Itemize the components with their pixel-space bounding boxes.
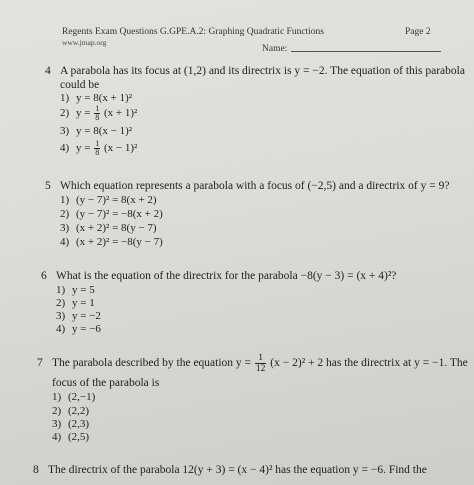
question-7-stem: The parabola described by the equation y = $\frac{1}{12}$ (x − 2)² + 2 has the directrix at y = −1. The <box>52 353 468 374</box>
question-5-option-4: 4) (x + 2)² = −8(y − 7) <box>60 236 163 248</box>
question-5-option-3: 3) (x + 2)² = 8(y − 7) <box>60 222 157 234</box>
question-6-option-4: 4) y = −6 <box>56 323 101 335</box>
question-6-stem: What is the equation of the directrix for the parabola −8(y − 3) = (x + 4)²? <box>56 270 397 282</box>
name-label: Name: <box>262 44 288 54</box>
question-7-stem-cont: focus of the parabola is <box>52 377 160 389</box>
question-5-stem: Which equation represents a parabola with a focus of (−2,5) and a directrix of y = 9? <box>60 180 450 192</box>
question-5-option-2: 2) (y − 7)² = −8(x + 2) <box>60 208 163 220</box>
name-field <box>262 44 441 54</box>
question-7-option-3: 3) (2,3) <box>52 418 90 430</box>
question-4-stem-cont: could be <box>60 79 100 91</box>
question-7-number: 7 <box>37 357 43 369</box>
question-6-option-3: 3) y = −2 <box>56 310 101 322</box>
question-7-option-2: 2) (2,2) <box>52 405 90 417</box>
question-4-number: 4 <box>45 65 51 77</box>
question-5-option-1: 1) (y − 7)² = 8(x + 2) <box>60 194 157 206</box>
page-number: Page 2 <box>405 27 431 37</box>
question-4-option-1: 1) y = 8(x + 1)² <box>60 92 133 104</box>
question-4-option-4: 4) y = $\frac{1}{8}$ (x − 1)² <box>60 139 138 157</box>
question-6-option-1: 1) y = 5 <box>56 284 95 296</box>
question-5-number: 5 <box>45 180 51 192</box>
question-4-stem: A parabola has its focus at (1,2) and its directrix is y = −2. The equation of this parabola <box>60 65 465 77</box>
question-7-option-4: 4) (2,5) <box>52 431 90 443</box>
question-4-option-3: 3) y = 8(x − 1)² <box>60 125 133 137</box>
question-8-number: 8 <box>33 464 39 476</box>
fraction: $\frac{1}{8}$ <box>95 139 100 157</box>
question-6-number: 6 <box>41 270 47 282</box>
worksheet-title: Regents Exam Questions G.GPE.A.2: Graphing Quadratic Functions <box>62 27 325 37</box>
fraction: $\frac{1}{12}$ <box>255 353 266 374</box>
fraction: $\frac{1}{8}$ <box>95 104 100 122</box>
question-8-stem: The directrix of the parabola 12(y + 3) = (x − 4)² has the equation y = −6. Find the <box>48 464 427 476</box>
source-url: www.jmap.org <box>62 38 107 47</box>
question-4-option-2: 2) y = $\frac{1}{8}$ (x + 1)² <box>60 104 138 122</box>
question-7-option-1: 1) (2,−1) <box>52 391 96 403</box>
name-blank-line <box>291 51 441 52</box>
question-6-option-2: 2) y = 1 <box>56 297 95 309</box>
